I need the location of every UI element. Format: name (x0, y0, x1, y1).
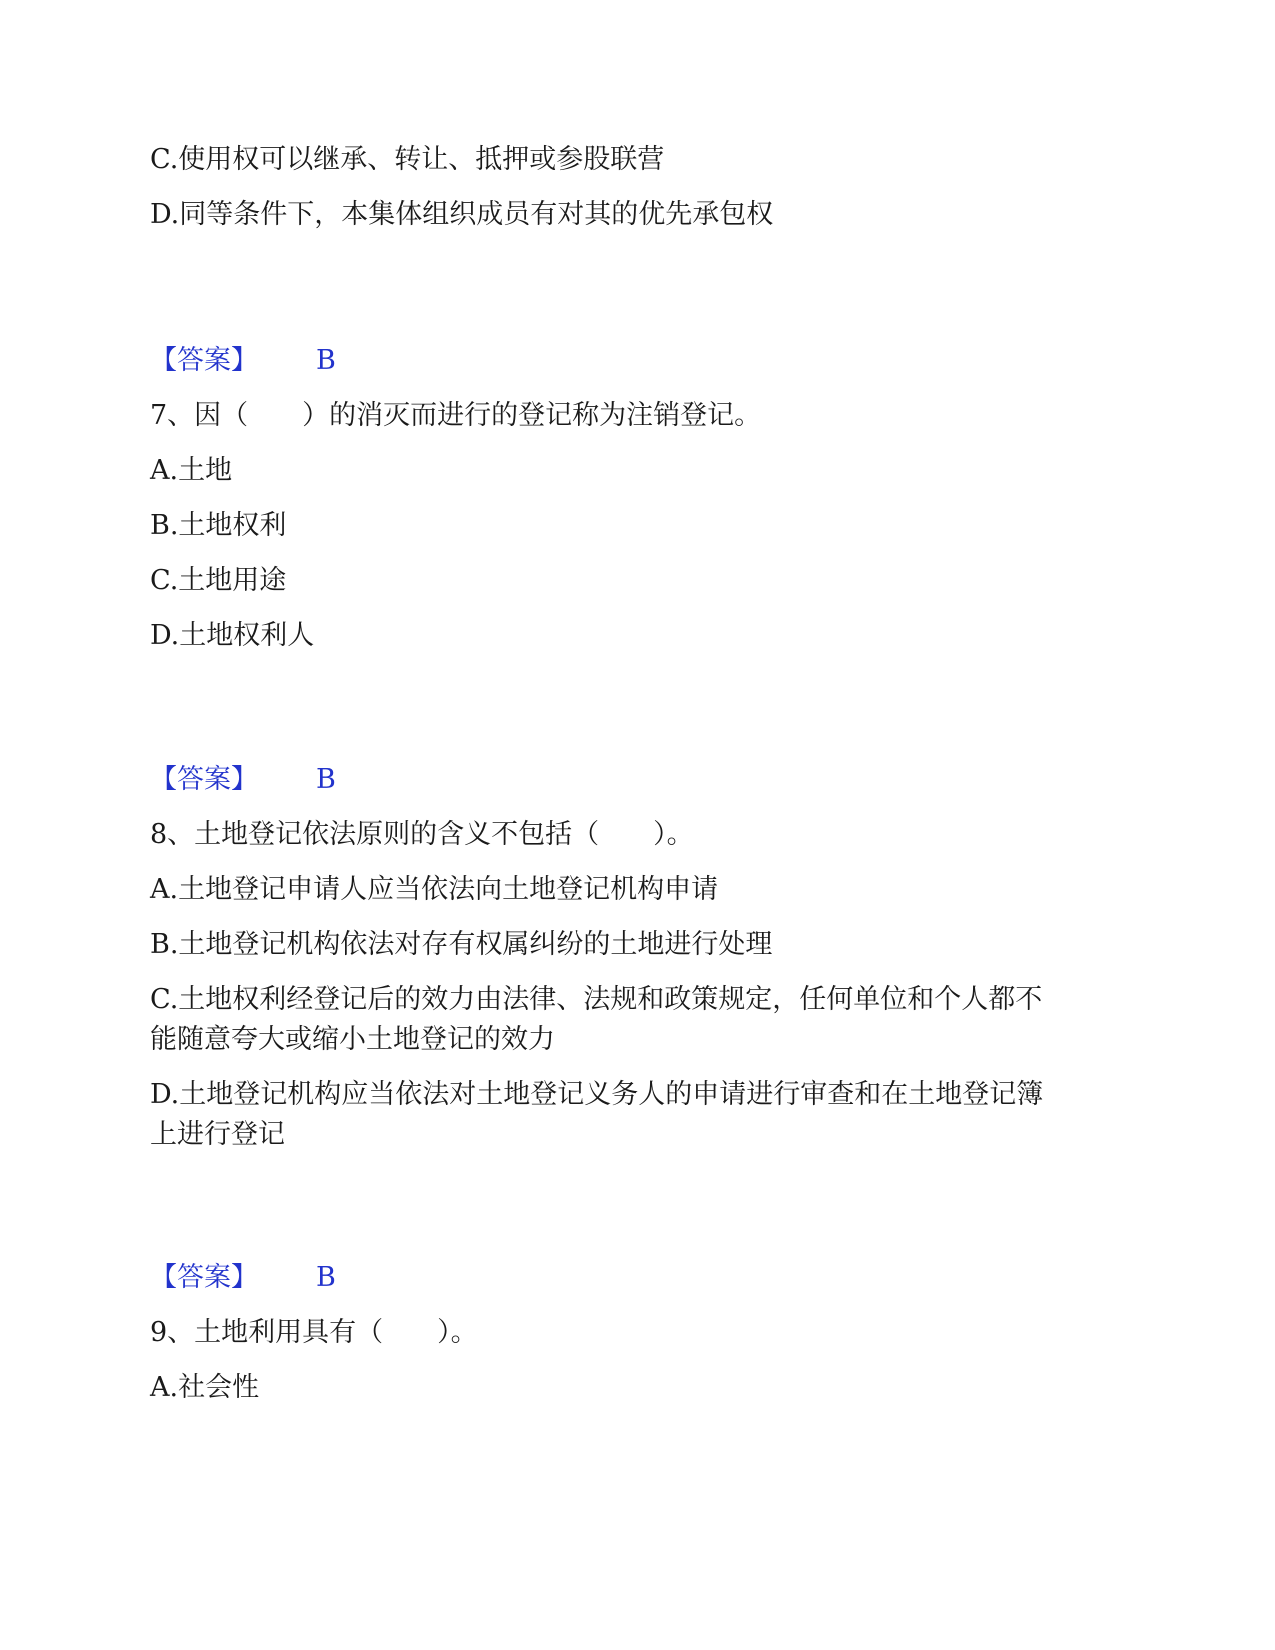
q8-answer (150, 1258, 336, 1298)
q8-option-d-line2: 上进行登记 (150, 1119, 285, 1150)
answer-label: 【答案】 (150, 764, 258, 795)
q8-option-c-line1: C.土地权利经登记后的效力由法律、法规和政策规定，任何单位和个人都不 (150, 984, 1043, 1015)
q8-option-d-line1: D.土地登记机构应当依法对土地登记义务人的申请进行审查和在土地登记簿 (150, 1079, 1044, 1110)
q6-answer (150, 341, 336, 381)
q7-option-c: C.土地用途 (150, 565, 287, 596)
q7-option-a: A.土地 (150, 455, 233, 486)
answer-value: B (316, 345, 336, 376)
q6-option-d: D.同等条件下，本集体组织成员有对其的优先承包权 (150, 199, 774, 230)
answer-label: 【答案】 (150, 1262, 258, 1293)
q8-option-a: A.土地登记申请人应当依法向土地登记机构申请 (150, 874, 719, 905)
q8-option-b: B.土地登记机构依法对存有权属纠纷的土地进行处理 (150, 929, 773, 960)
answer-value: B (316, 1262, 336, 1293)
q8-question: 8、土地登记依法原则的含义不包括（ ）。 (150, 819, 694, 850)
q8-option-c-line2: 能随意夸大或缩小土地登记的效力 (150, 1024, 555, 1055)
answer-label: 【答案】 (150, 345, 258, 376)
q9-option-a: A.社会性 (150, 1372, 260, 1403)
answer-value: B (316, 764, 336, 795)
q7-answer (150, 760, 336, 800)
q6-option-c: C.使用权可以继承、转让、抵押或参股联营 (150, 144, 665, 175)
q7-option-b: B.土地权利 (150, 510, 287, 541)
q9-question: 9、土地利用具有（ ）。 (150, 1317, 478, 1348)
q7-option-d: D.土地权利人 (150, 620, 315, 651)
q7-question: 7、因（ ）的消灭而进行的登记称为注销登记。 (150, 400, 762, 431)
